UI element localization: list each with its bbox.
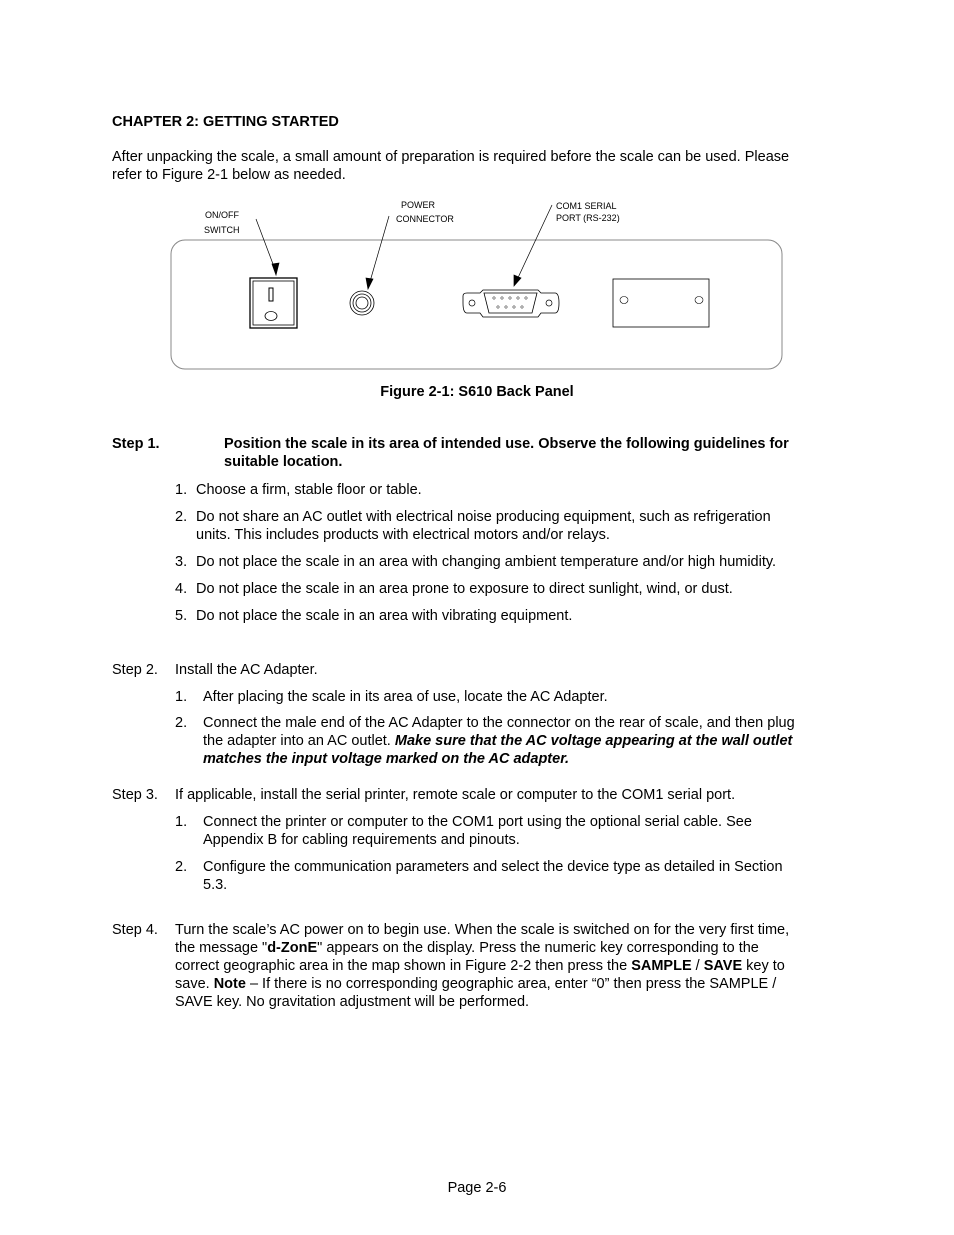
step1-item-number: 3. [175,554,188,570]
step3-label: Step 3. [112,787,158,803]
step1-heading-line-1: Position the scale in its area of intended use. Observe the following guidelines for [224,436,789,452]
step1-item-number: 5. [175,608,188,624]
power-connector [350,291,374,315]
step4-line-2a: the message " [175,940,268,956]
step4-line-3e: key to [742,958,785,974]
step4-line-4c: – If there is no corresponding geographic area, enter “0” then press the SAMPLE / [245,976,777,992]
step3-text: If applicable, install the serial printer, remote scale or computer to the COM1 serial port. [175,787,736,803]
step4-line-2c: " appears on the display. Press the numeric key corresponding to the [317,940,759,956]
step2-item-2-line-1: Connect the male end of the AC Adapter to the connector on the rear of scale, and then plug [203,715,795,731]
cover-plate [613,279,709,327]
step3-item-2-line-1: Configure the communication parameters and select the device type as detailed in Section [203,859,783,875]
on-off-switch [250,278,297,328]
chapter-title: CHAPTER 2: GETTING STARTED [112,114,339,130]
step1-item-text: units. This includes products with electrical motors and/or relays. [196,527,610,543]
note-label: Note [213,976,246,992]
db9-serial-port [463,290,559,317]
step1-item-text: Do not place the scale in an area prone to exposure to direct sunlight, wind, or dust. [196,581,733,597]
page-number: Page 2-6 [447,1180,507,1196]
label-com-2: PORT (RS-232) [556,213,620,223]
step4-line-4a: save. [175,976,214,992]
step1-item-number: 4. [175,581,188,597]
step2-item-2-plain: the adapter into an AC outlet. [203,733,395,749]
intro-line-2: refer to Figure 2-1 below as needed. [112,167,346,183]
label-power-1: POWER [401,200,436,210]
step4-line-5: SAVE key. No gravitation adjustment will be performed. [175,994,530,1010]
step1-item-text: Do not share an AC outlet with electrical noise producing equipment, such as refrigeration [196,509,771,525]
step2-item-number: 2. [175,715,188,731]
label-onoff-2: SWITCH [204,225,240,235]
step4-line-3 [175,957,785,975]
step4-line-3c: / [691,958,704,974]
panel-outline [171,240,782,369]
step1-item-text: Do not place the scale in an area with vibrating equipment. [196,608,573,624]
step1-item-text: Choose a firm, stable floor or table. [196,482,422,498]
step2-item-2-warning: Make sure that the AC voltage appearing at the wall outlet [394,733,793,749]
display-message: d-ZonE [267,940,318,956]
step4-label: Step 4. [112,922,158,938]
step2-item-2-warning-line-3: matches the input voltage marked on the AC adapter. [203,751,570,767]
step1-label: Step 1. [112,436,160,452]
step3-item-1-line-1: Connect the printer or computer to the COM1 port using the optional serial cable. See [203,814,752,830]
back-panel-drawing [0,0,954,400]
step1-item-text: Do not place the scale in an area with changing ambient temperature and/or high humidity. [196,554,777,570]
step1-item-number: 1. [175,482,188,498]
label-power-2: CONNECTOR [396,214,454,224]
label-onoff-1: ON/OFF [205,210,239,220]
step2-item-1-text: After placing the scale in its area of use, locate the AC Adapter. [203,689,608,705]
step2-text: Install the AC Adapter. [175,662,318,678]
step3-item-number: 1. [175,814,188,830]
sample-key-label: SAMPLE [631,958,692,974]
step4-line-1: Turn the scale’s AC power on to begin use. When the scale is switched on for the very first time, [175,922,790,938]
step3-item-2-line-2: 5.3. [203,877,228,893]
step2-item-2-line-2 [203,732,792,750]
save-key-label: SAVE [703,958,743,974]
step4-line-4 [175,975,776,993]
step2-label: Step 2. [112,662,158,678]
step3-item-1-line-2: Appendix B for cabling requirements and pinouts. [203,832,520,848]
step1-heading-line-2: suitable location. [224,454,343,470]
label-com-1: COM1 SERIAL [556,201,617,211]
step4-line-2 [175,939,759,957]
intro-line-1: After unpacking the scale, a small amount of preparation is required before the scale can be used. Please [112,149,790,165]
step4-line-3a: correct geographic area in the map shown in Figure 2-2 then press the [175,958,632,974]
step3-item-number: 2. [175,859,188,875]
step2-item-number: 1. [175,689,188,705]
step1-item-number: 2. [175,509,188,525]
figure-caption: Figure 2-1: S610 Back Panel [380,384,574,400]
